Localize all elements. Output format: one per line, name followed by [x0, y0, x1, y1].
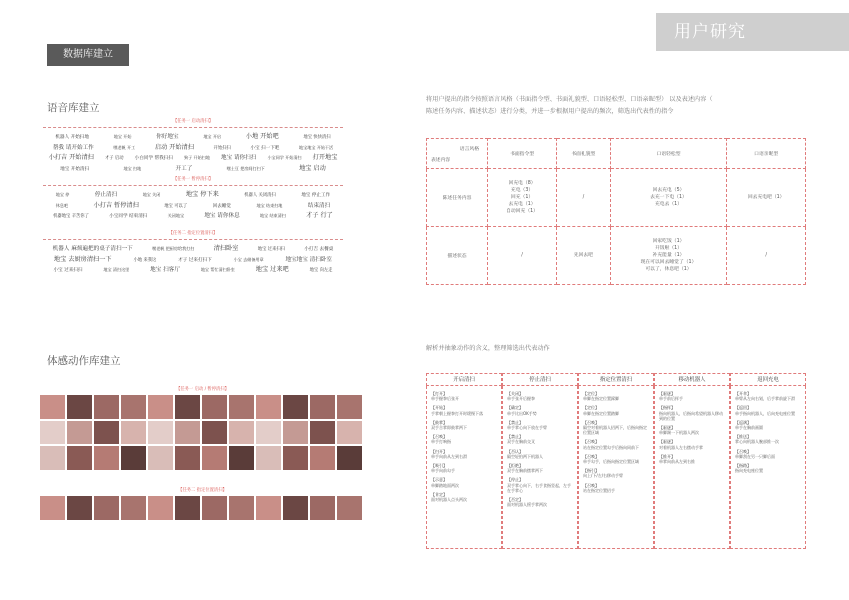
voice-library-title: 语音库建立 — [47, 102, 100, 114]
col-header: 口语轻松型 — [610, 139, 727, 169]
voice-command: 地宝 请你休息 — [204, 213, 240, 219]
gesture-description: 双手在胸前摆掌两下 — [507, 468, 543, 474]
gesture-item — [431, 391, 497, 401]
gesture-description: 单手掌心向下放在手臂 — [507, 425, 547, 431]
voice-command: 地宝地宝 开始干活 — [299, 144, 334, 150]
gesture-item — [431, 434, 497, 444]
gesture-description: 单脚刮在另一只脚后面 — [735, 453, 775, 459]
gesture-name: 【否定】 — [507, 497, 523, 503]
gesture-description: 面对机器人点头两次 — [431, 497, 467, 503]
voice-classification-table — [426, 138, 806, 285]
gesture-photo — [94, 395, 119, 419]
cell-entry: 回家吃饭（1） — [652, 239, 685, 244]
gesture-item — [659, 391, 725, 401]
gesture-item — [431, 405, 497, 415]
table-cell — [557, 169, 611, 227]
cell-entry: 补充能量（1） — [652, 253, 685, 258]
voice-command-cloud — [43, 118, 343, 278]
motion-col-body — [730, 386, 806, 549]
gesture-name: 【肯定】 — [431, 491, 447, 497]
gesture-item — [583, 405, 649, 415]
gesture-description: 单脚踏地面两次 — [431, 482, 459, 488]
section-header-user-research: 用户研究 — [656, 13, 849, 51]
cloud-row — [43, 163, 343, 172]
voice-command: 小打吉 去餐桌 — [304, 247, 334, 252]
gesture-name: 【指路】 — [735, 463, 751, 469]
gallery-label-task1: 【任务一 启动 / 暂停清扫】 — [176, 387, 229, 392]
cell-entry: 回去充电（5） — [652, 188, 685, 193]
gesture-name: 【禁止】 — [507, 419, 523, 425]
gesture-photo — [283, 421, 308, 445]
gesture-photo — [202, 446, 227, 470]
gesture-description: 单手张开后握拳 — [507, 396, 535, 402]
gesture-description: 单臂从左向右划，后手掌前旋下滑 — [735, 396, 795, 402]
gesture-name: 【开始】 — [431, 405, 447, 411]
voice-command: 狗子 开始扫地 — [184, 155, 210, 160]
gesture-item — [735, 434, 801, 444]
voice-command: 小宝 过来扫扫 — [53, 268, 83, 273]
gesture-photo — [67, 421, 92, 445]
voice-command: 嘿土豆 把房间打扫下 — [226, 165, 265, 171]
cloud-row — [43, 264, 343, 273]
voice-command: 停止清扫 — [94, 192, 118, 198]
gesture-photo-grid-task1 — [40, 395, 365, 471]
gesture-item — [507, 477, 573, 493]
voice-intro — [426, 94, 806, 118]
cell-entry: 去充电（1） — [508, 202, 536, 207]
cell-entry: 回充（1） — [510, 195, 534, 200]
voice-command: 嘿老帆 把厨房给我打扫 — [152, 246, 195, 251]
gesture-name: 【定位】 — [583, 405, 599, 411]
row-label: 描述状态 — [427, 227, 488, 285]
voice-command: 清扫卧室 — [213, 245, 239, 252]
cloud-row — [43, 200, 343, 209]
gesture-photo-grid-task2 — [40, 496, 365, 520]
gesture-photo — [67, 395, 92, 419]
voice-command: 地宝 结束扫地 — [256, 202, 283, 208]
gesture-item — [735, 391, 801, 401]
gesture-description: 站在指定位置招手 — [583, 487, 615, 493]
voice-command: 嘿老帆 开工 — [113, 144, 136, 150]
gesture-photo — [310, 421, 335, 445]
voice-command: 小地 来我这 — [133, 257, 157, 263]
gesture-photo — [256, 395, 281, 419]
voice-command: 地宝 过来吧 — [255, 266, 289, 273]
voice-command: 地宝 去厨房清扫一下 — [53, 255, 112, 263]
gesture-item — [583, 454, 649, 464]
motion-col-header: 指定位置清扫 — [578, 373, 654, 386]
gesture-description: 手掌朝上握拳打开时缓慢下落 — [431, 410, 483, 416]
gesture-item — [507, 391, 573, 401]
gesture-photo — [121, 446, 146, 470]
cloud-group-label: 【任务一 启动清扫】 — [172, 119, 214, 124]
gesture-item — [507, 449, 573, 459]
gesture-description: 指向机器人，后指向希望机器人移动到的位置 — [659, 410, 723, 421]
voice-command: 地宝 开始 — [113, 134, 132, 139]
voice-command: 回去睡觉 — [212, 203, 231, 209]
gesture-name: 【召唤】 — [583, 453, 599, 459]
foot-gesture-photo — [94, 496, 119, 520]
voice-command: 开始扫扫 — [213, 145, 231, 151]
voice-command: 机器人 关闭清扫 — [244, 193, 276, 198]
gesture-photo — [337, 421, 362, 445]
gesture-photo — [175, 421, 200, 445]
cell-entry: 自动回充（1） — [506, 209, 538, 214]
foot-gesture-photo — [337, 496, 362, 520]
gesture-name: 【驱逐】 — [659, 391, 675, 396]
table-cell — [557, 227, 611, 285]
foot-gesture-photo — [256, 496, 281, 520]
voice-command: 启动 开始清扫 — [154, 143, 194, 151]
foot-gesture-photo — [40, 496, 65, 520]
cell-entry: 可以了，休息吧（1） — [645, 267, 692, 272]
voice-command: 地宝 扫地 — [123, 165, 142, 171]
cloud-group-label: 【任务一 暂停清扫】 — [172, 177, 214, 182]
voice-command: 地宝 快快清扫 — [303, 135, 331, 140]
gesture-photo — [229, 446, 254, 470]
gesture-description: 单手勾手，后指向指定位置区域 — [583, 459, 639, 465]
gesture-description: 单手在胸前画圆 — [735, 425, 763, 431]
gesture-description: 单手向前勾手 — [431, 468, 455, 474]
voice-command: 地宝 启动 — [299, 164, 326, 172]
gesture-item — [659, 425, 725, 435]
table-corner — [427, 139, 488, 169]
voice-command: 地宝 帮忙清扫卧室 — [200, 267, 235, 272]
gesture-item — [659, 405, 725, 421]
cell-entry: 去充一下电（1） — [650, 195, 687, 200]
cloud-divider — [43, 127, 343, 128]
gesture-item — [507, 497, 573, 507]
gallery-label-task2: 【任务二 指定位置清扫】 — [178, 488, 227, 493]
gesture-name: 【驱逐】 — [659, 439, 675, 445]
corner-top-label: 语言风格 — [459, 147, 479, 152]
cell-entry: / — [765, 253, 767, 258]
foot-gesture-photo — [283, 496, 308, 520]
gesture-item — [659, 454, 725, 464]
gesture-photo — [148, 421, 173, 445]
foot-gesture-photo — [148, 496, 173, 520]
gesture-description: 单手向前从左到右滑 — [431, 453, 467, 459]
cell-entry: / — [521, 253, 523, 258]
foot-gesture-photo — [229, 496, 254, 520]
motion-intro: 解析并抽象动作的含义，整理筛选出代表动作 — [426, 345, 550, 352]
voice-command: 地宝 开启 — [203, 134, 222, 139]
cell-entry: 开饭啦（1） — [654, 246, 683, 251]
motion-col-body — [502, 386, 578, 549]
gesture-photo — [94, 446, 119, 470]
gesture-description: 单手指向机器人，后向充电座位置 — [735, 410, 795, 416]
voice-command: 机器人 麻烦遍把的桌子清扫一下 — [52, 246, 133, 252]
gesture-description: 对着机器人左右摆动手掌 — [659, 444, 703, 450]
gesture-description: 单手握拳后张开 — [431, 396, 459, 402]
cloud-divider — [43, 239, 343, 240]
gesture-description: 站在指定位置勾手后指向同前下 — [583, 444, 639, 450]
voice-command: 打开地宝 — [312, 154, 338, 161]
voice-command: 小宝同学 开始清扫 — [267, 155, 302, 160]
section-header-database: 数据库建立 — [47, 44, 129, 66]
motion-col-header: 移动机器人 — [654, 373, 730, 386]
voice-command: 地宝 开始清扫 — [60, 166, 90, 172]
voice-command: 结束清扫 — [307, 202, 331, 209]
gesture-name: 【返回】 — [735, 405, 751, 411]
foot-gesture-photo — [202, 496, 227, 520]
gesture-name: 【鼓掌】 — [431, 419, 447, 425]
gesture-name: 【召唤】 — [735, 448, 751, 454]
gesture-name: 【扫开】 — [431, 448, 447, 454]
gesture-name: 【拒绝】 — [507, 463, 523, 469]
gesture-name: 【定位】 — [583, 391, 599, 396]
cloud-row — [43, 131, 343, 140]
gesture-name: 【召唤】 — [583, 482, 599, 488]
table-cell — [488, 169, 557, 227]
gesture-photo — [148, 395, 173, 419]
cloud-group-label: 【任务二 指定位置清扫】 — [168, 231, 218, 236]
gesture-photo — [310, 446, 335, 470]
table-cell — [727, 169, 806, 227]
cloud-row — [43, 142, 343, 151]
gesture-description: 双手在胸前交叉 — [507, 439, 535, 445]
voice-command: 小打吉 开始清扫 — [48, 154, 94, 161]
gesture-description: 双手掌心向下，右手食指竖起，左手在手掌心 — [507, 482, 571, 493]
gesture-description: 单手前后挥手 — [659, 396, 683, 402]
cell-entry: 回充电（8） — [508, 181, 536, 186]
gesture-photo — [202, 395, 227, 419]
col-header: 书面指令型 — [488, 139, 557, 169]
voice-command: 地宝 过来扫扫 — [257, 247, 285, 252]
motion-col-body — [426, 386, 502, 549]
gesture-item — [507, 405, 573, 415]
gesture-photo — [40, 395, 65, 419]
gesture-name: 【召唤】 — [431, 434, 447, 440]
gesture-description: 双手合掌即鼓掌两下 — [431, 425, 467, 431]
gesture-photo — [121, 421, 146, 445]
voice-command: 地宝 请你扫扫 — [221, 155, 257, 161]
gesture-item — [507, 434, 573, 444]
gesture-photo — [40, 446, 65, 470]
gesture-item — [583, 439, 649, 449]
voice-command: 小宝 去储备用章 — [233, 256, 264, 262]
gesture-description: 单手打响指 — [431, 439, 451, 445]
row-label: 陈述任务内容 — [427, 169, 488, 227]
gesture-name: 【指挥】 — [659, 405, 675, 411]
gesture-photo — [256, 446, 281, 470]
cell-entry: 现在可以回去睡觉了（1） — [640, 260, 697, 265]
voice-command: 开工了 — [175, 165, 193, 172]
gesture-description: 单手比出OK手势 — [507, 410, 537, 416]
gesture-photo — [175, 446, 200, 470]
gesture-item — [583, 420, 649, 436]
voice-command: 小白同学 帮我扫扫 — [134, 156, 173, 161]
voice-command: 地宝 停止工作 — [301, 193, 331, 198]
voice-command: 才子 行了 — [306, 212, 333, 219]
motion-col-header: 开启清扫 — [426, 373, 502, 386]
gesture-item — [507, 463, 573, 473]
voice-command: 才子 过来打扫下 — [178, 257, 212, 263]
voice-command: 地宝 可以了 — [164, 203, 188, 209]
gesture-photo — [229, 395, 254, 419]
voice-intro-line-2: 陈述任务内容、描述状态）进行分类，并进一步根据用户提出的频次，筛选出代表性的指令 — [426, 108, 674, 115]
cell-entry: 充电（3） — [510, 188, 534, 193]
gesture-item — [431, 477, 497, 487]
voice-command: 帮我 请开始工作 — [52, 144, 94, 151]
voice-command: 机器地宝 辛苦你了 — [53, 214, 89, 219]
gesture-photo — [337, 395, 362, 419]
voice-command: 地宝地宝 清扫卧室 — [285, 256, 332, 263]
voice-command: 机器人 开始扫地 — [55, 135, 89, 140]
gesture-description: 隔空轻拍两下机器人 — [507, 453, 543, 459]
cloud-row — [43, 210, 343, 219]
motion-col-header: 停止清扫 — [502, 373, 578, 386]
gesture-description: 指向充电座位置 — [735, 468, 763, 474]
cell-entry: 回去充电吧（1） — [747, 195, 785, 200]
gesture-photo — [40, 421, 65, 445]
cloud-row — [43, 254, 343, 263]
gesture-photo — [337, 446, 362, 470]
gesture-description: 单掌向前从左到右推 — [659, 459, 695, 465]
gesture-name: 【推送】 — [735, 434, 751, 440]
gesture-photo — [229, 421, 254, 445]
cloud-row — [43, 152, 343, 161]
gesture-photo — [202, 421, 227, 445]
foot-gesture-photo — [67, 496, 92, 520]
foot-gesture-photo — [310, 496, 335, 520]
gesture-photo — [121, 395, 146, 419]
gesture-name: 【推开】 — [659, 453, 675, 459]
gesture-description: 向上/下/左/右移动手臂 — [583, 473, 624, 479]
cloud-divider — [43, 185, 343, 186]
voice-command: 你好地宝 — [156, 134, 179, 140]
foot-gesture-photo — [121, 496, 146, 520]
gesture-name: 【确定】 — [507, 405, 523, 411]
gesture-name: 【打开】 — [431, 391, 447, 396]
cloud-row — [43, 243, 343, 252]
gesture-photo — [94, 421, 119, 445]
gesture-item — [735, 463, 801, 473]
gesture-name: 【关闭】 — [507, 391, 523, 396]
table-cell — [727, 227, 806, 285]
voice-command: 小宝同学 结束清扫 — [109, 214, 148, 219]
gesture-item — [583, 391, 649, 401]
voice-command: 地宝 停 — [55, 192, 70, 197]
voice-command: 地宝 停下来 — [185, 191, 219, 198]
cloud-row — [43, 189, 343, 198]
gesture-description: 面对机器人摇手掌两次 — [507, 502, 547, 508]
gesture-item — [583, 468, 649, 478]
gesture-description: 隔空对着机器人招两下，后指向指定位置区域 — [583, 425, 647, 436]
voice-command: 关闭地宝 — [167, 213, 185, 218]
voice-intro-line-1: 将用户提出的指令按照语言风格（书面指令型、书面礼貌型、口语轻松型、口语亲昵型） 以及表述内容（ — [426, 96, 713, 103]
voice-command: 地宝 扫客厅 — [150, 267, 180, 273]
gesture-name: 【开伞】 — [735, 391, 751, 396]
voice-command: 小地 开始吧 — [245, 133, 279, 140]
motion-col-header: 返回充电 — [730, 373, 806, 386]
table-cell — [488, 227, 557, 285]
gesture-photo — [148, 446, 173, 470]
gesture-photo — [310, 395, 335, 419]
gesture-name: 【指引】 — [583, 468, 599, 474]
table-cell — [610, 227, 727, 285]
gesture-item — [735, 405, 801, 415]
motion-col-body — [578, 386, 654, 549]
gesture-name: 【吸引】 — [431, 463, 447, 469]
voice-command: 才子 启动 — [104, 156, 124, 161]
cell-entry: / — [582, 195, 585, 200]
cell-entry: 先回去吧 — [573, 253, 593, 258]
gesture-description: 单脚踢一下机器人两次 — [659, 430, 699, 436]
gesture-item — [659, 439, 725, 449]
motion-library-title: 体感动作库建立 — [47, 355, 121, 367]
gesture-photo — [283, 395, 308, 419]
voice-command: 休息吧 — [55, 202, 69, 208]
voice-command: 地宝 向左走 — [309, 268, 333, 273]
gesture-name: 【召唤】 — [583, 439, 599, 445]
gesture-description: 单脚在指定位置踏脚 — [583, 410, 619, 416]
gesture-name: 【示意】 — [431, 477, 447, 483]
gesture-item — [735, 420, 801, 430]
voice-command: 小宝 扫一下吧 — [250, 145, 280, 151]
voice-command: 地宝 结束清扫 — [259, 213, 286, 218]
gesture-name: 【驱逐】 — [659, 425, 675, 431]
gesture-item — [431, 492, 497, 502]
gesture-photo — [256, 421, 281, 445]
col-header: 书面礼貌型 — [557, 139, 611, 169]
gesture-item — [583, 483, 649, 493]
corner-bottom-label: 表述内容 — [431, 158, 451, 163]
gesture-photo — [175, 395, 200, 419]
table-cell — [610, 169, 727, 227]
gesture-name: 【停止】 — [507, 477, 523, 483]
col-header: 口语亲昵型 — [727, 139, 806, 169]
gesture-name: 【返满】 — [735, 419, 751, 425]
gesture-description: 单脚在指定位置跺脚 — [583, 396, 619, 402]
voice-command: 小打吉 暂停清扫 — [93, 201, 139, 209]
gesture-description: 掌心向机器人腕部推一次 — [735, 439, 779, 445]
gesture-photo — [67, 446, 92, 470]
voice-command: 地宝 清扫这里 — [103, 267, 130, 272]
gesture-name: 【禁止】 — [507, 434, 523, 440]
gesture-photo — [283, 446, 308, 470]
foot-gesture-photo — [175, 496, 200, 520]
voice-command: 地宝 关闭 — [142, 192, 161, 197]
gesture-item — [431, 449, 497, 459]
motion-col-body — [654, 386, 730, 549]
gesture-item — [735, 449, 801, 459]
gesture-item — [507, 420, 573, 430]
gesture-item — [431, 420, 497, 430]
gesture-name: 【否认】 — [507, 448, 523, 454]
gesture-name: 【召唤】 — [583, 419, 599, 425]
cell-entry: 充电去（1） — [654, 202, 683, 207]
gesture-item — [431, 463, 497, 473]
